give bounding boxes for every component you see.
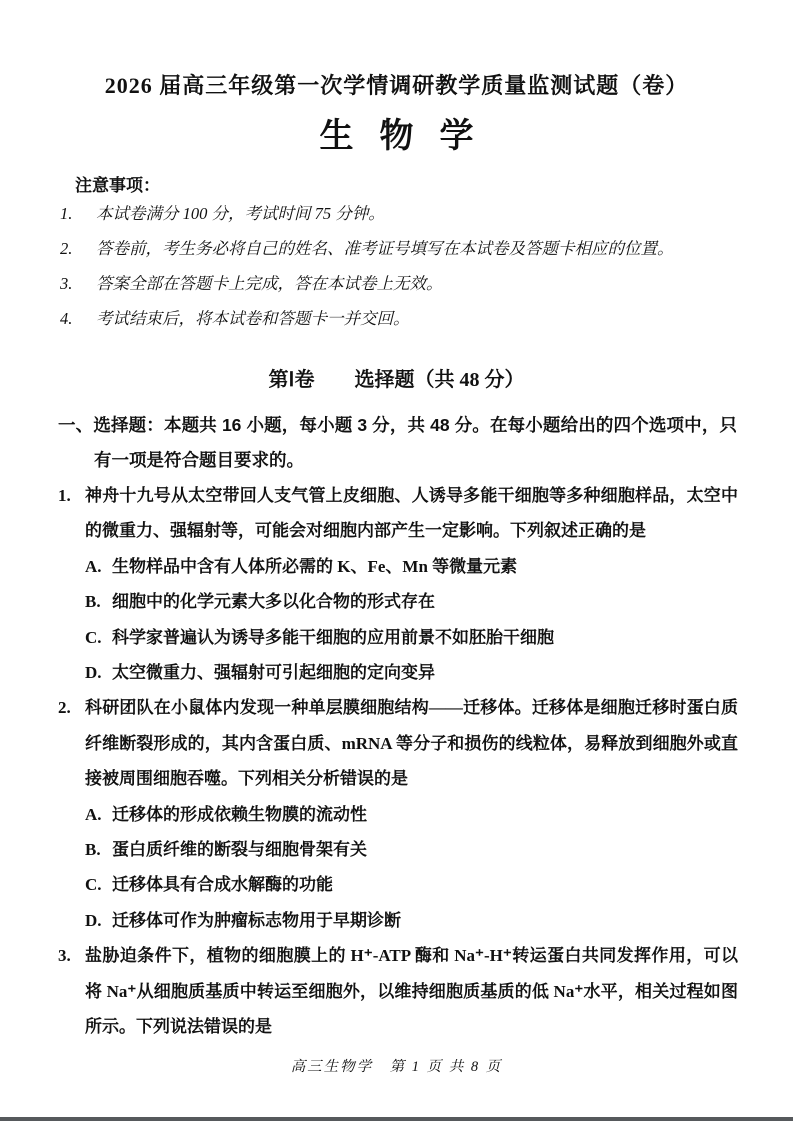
- option-text: 细胞中的化学元素大多以化合物的形式存在: [112, 592, 435, 612]
- option-text: 迁移体的形成依赖生物膜的流动性: [112, 804, 367, 824]
- question-number: 1.: [58, 486, 71, 505]
- notice-item-number: 4.: [60, 309, 73, 328]
- option-d: [58, 655, 738, 690]
- notice-item-number: 2.: [60, 239, 73, 258]
- section-instructions: [58, 408, 737, 478]
- option-c: [58, 620, 738, 655]
- question-2: [58, 690, 738, 938]
- option-text: 迁移体可作为肿瘤标志物用于早期诊断: [112, 910, 401, 930]
- question-3: [58, 938, 738, 1044]
- question-number: 3.: [58, 946, 71, 966]
- option-text: 迁移体具有合成水解酶的功能: [112, 875, 333, 895]
- page-footer: 高三生物学 第 1 页 共 8 页: [290, 1059, 503, 1075]
- option-text: 科学家普遍认为诱导多能干细胞的应用前景不如胚胎干细胞: [112, 627, 554, 647]
- option-label: D.: [85, 910, 102, 930]
- section-instructions-text: 选择题：本题共 16 小题，每小题 3 分，共 48 分。在每小题给出的四个选项中，只有一项是符合题目要求的。: [93, 415, 738, 470]
- question-list: [58, 478, 738, 1045]
- question-stem: [58, 690, 738, 796]
- notice-heading: 注意事项：: [75, 176, 160, 195]
- option-label: D.: [85, 663, 102, 683]
- notice-item: [60, 231, 738, 266]
- option-a: [58, 797, 738, 832]
- question-1: [58, 478, 738, 690]
- notice-list: [60, 196, 738, 336]
- section-instructions-number: 一、: [58, 415, 94, 435]
- notice-item: [60, 301, 738, 336]
- question-stem: [58, 478, 738, 549]
- notice-item-number: 3.: [60, 274, 73, 293]
- notice-item-text: 答案全部在答题卡上完成，答在本试卷上无效。: [96, 274, 443, 293]
- option-label: A.: [85, 556, 102, 576]
- option-b: [58, 584, 738, 619]
- option-text: 太空微重力、强辐射可引起细胞的定向变异: [112, 663, 435, 683]
- option-label: B.: [85, 592, 101, 612]
- option-label: B.: [85, 840, 101, 860]
- option-label: C.: [85, 627, 102, 647]
- option-d: [58, 903, 738, 938]
- question-stem-text: 科研团队在小鼠体内发现一种单层膜细胞结构——迁移体。迁移体是细胞迁移时蛋白质纤维断裂形成的，其内含蛋白质、mRNA 等分子和损伤的线粒体，易释放到细胞外或直接被周围细胞吞噬。下列相关分析错误的是: [85, 698, 738, 789]
- option-label: A.: [85, 804, 102, 824]
- notice-item: [60, 196, 738, 231]
- question-stem-text: 盐胁迫条件下，植物的细胞膜上的 H⁺-ATP 酶和 Na⁺-H⁺转运蛋白共同发挥作用，可以将 Na⁺从细胞质基质中转运至细胞外，以维持细胞质基质的低 Na⁺水平，相关过程如图所示。下列说法错误的是: [85, 946, 738, 1037]
- scan-edge-bar: [0, 1117, 793, 1121]
- exam-subject: 生物学: [319, 118, 500, 155]
- option-c: [58, 867, 738, 902]
- question-stem-text: 神舟十九号从太空带回人支气管上皮细胞、人诱导多能干细胞等多种细胞样品，太空中的微重力、强辐射等，可能会对细胞内部产生一定影响。下列叙述正确的是: [85, 486, 738, 541]
- question-stem: [58, 938, 738, 1044]
- question-number: 2.: [58, 698, 71, 718]
- option-text: 蛋白质纤维的断裂与细胞骨架有关: [112, 840, 367, 860]
- option-text: 生物样品中含有人体所必需的 K、Fe、Mn 等微量元素: [112, 556, 518, 576]
- notice-item: [60, 266, 738, 301]
- notice-item-number: 1.: [60, 204, 73, 223]
- section-header: 第Ⅰ卷 选择题（共 48 分）: [268, 369, 525, 391]
- option-label: C.: [85, 875, 102, 895]
- option-b: [58, 832, 738, 867]
- notice-item-text: 答卷前，考生务必将自己的姓名、准考证号填写在本试卷及答题卡相应的位置。: [96, 239, 674, 258]
- exam-title: 2026 届高三年级第一次学情调研教学质量监测试题（卷）: [104, 73, 689, 98]
- notice-item-text: 考试结束后，将本试卷和答题卡一并交回。: [96, 309, 410, 328]
- notice-item-text: 本试卷满分 100 分，考试时间 75 分钟。: [96, 204, 385, 223]
- option-a: [58, 549, 738, 584]
